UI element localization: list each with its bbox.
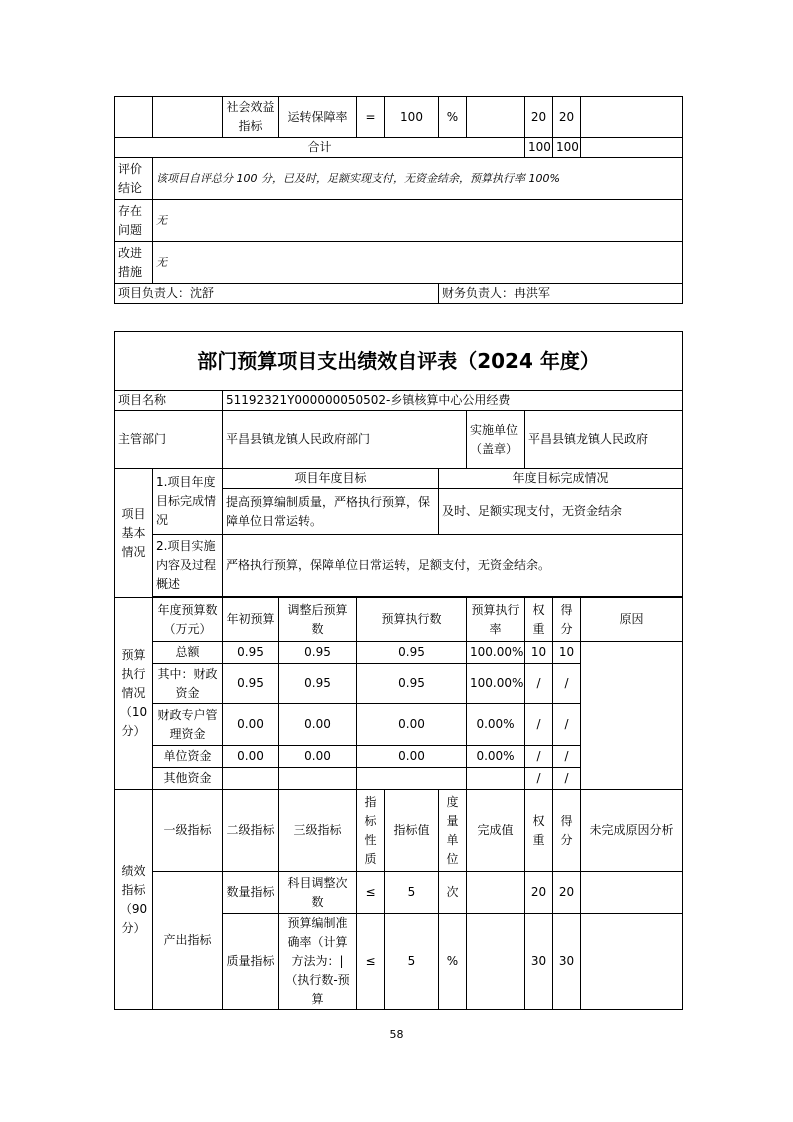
perf-h3: 三级指标	[279, 790, 357, 872]
project-name-row	[115, 391, 683, 411]
table-row: 单位资金 0.00 0.00 0.00 0.00% / /	[115, 746, 683, 768]
goal-header: 项目年度目标	[223, 469, 439, 489]
reason-cell	[581, 642, 683, 790]
total-row	[115, 138, 683, 158]
budget-h5: 预算执行率	[467, 598, 525, 642]
performance-form	[114, 331, 683, 1010]
unit-cell: %	[439, 97, 467, 138]
finance-leader: 财务负责人：冉洪军	[439, 284, 683, 304]
project-name-value: 51192321Y000000050502-乡镇核算中心公用经费	[223, 391, 683, 411]
total-weight: 100	[525, 138, 553, 158]
perf-h2: 二级指标	[223, 790, 279, 872]
goal-header-row	[115, 469, 683, 489]
goal-text: 提高预算编制质量，严格执行预算，保障单位日常运转。	[223, 489, 439, 535]
budget-h2: 年初预算	[223, 598, 279, 642]
perf-h8: 权重	[525, 790, 553, 872]
total-score: 100	[553, 138, 581, 158]
improve-label: 改进措施	[115, 242, 153, 284]
improve-row	[115, 242, 683, 284]
weight-cell: 20	[525, 97, 553, 138]
dept-value: 平昌县镇龙镇人民政府部门	[223, 411, 467, 469]
level1-cell: 产出指标	[153, 872, 223, 1010]
budget-h4: 预算执行数	[357, 598, 467, 642]
content-label: 2.项目实施内容及过程概述	[153, 535, 223, 597]
perf-h1: 一级指标	[153, 790, 223, 872]
form-title: 部门预算项目支出绩效自评表（2024 年度）	[115, 332, 683, 391]
budget-h1: 年度预算数（万元）	[153, 598, 223, 642]
total-label: 合计	[115, 138, 525, 158]
improve-text: 无	[153, 242, 683, 284]
signature-row	[115, 284, 683, 304]
table-row: 产出指标 数量指标 科目调整次数 ≤ 5 次 20 20	[115, 872, 683, 914]
dept-row	[115, 411, 683, 469]
level3-cell: 运转保障率	[279, 97, 357, 138]
level2-cell: 社会效益指标	[223, 97, 279, 138]
budget-h8: 原因	[581, 598, 683, 642]
actual-cell	[467, 97, 525, 138]
page-number: 58	[389, 1028, 404, 1041]
perf-h9: 得分	[553, 790, 581, 872]
budget-h3: 调整后预算数	[279, 598, 357, 642]
problem-row	[115, 200, 683, 242]
prev-table	[114, 96, 683, 304]
budget-h7: 得分	[553, 598, 581, 642]
score-cell: 20	[553, 97, 581, 138]
content-row	[115, 535, 683, 597]
problem-label: 存在问题	[115, 200, 153, 242]
project-name-label: 项目名称	[115, 391, 223, 411]
problem-text: 无	[153, 200, 683, 242]
eval-text: 该项目自评总分 100 分，已及时，足额实现支付，无资金结余，预算执行率 100%	[153, 158, 683, 200]
table-row: 其中：财政资金 0.95 0.95 0.95 100.00% / /	[115, 664, 683, 704]
op-cell: =	[357, 97, 385, 138]
goal-done-header: 年度目标完成情况	[439, 469, 683, 489]
goal-done-text: 及时、足额实现支付，无资金结余	[439, 489, 683, 535]
perf-h7: 完成值	[467, 790, 525, 872]
project-leader: 项目负责人：沈舒	[115, 284, 439, 304]
table-row: 总额 0.95 0.95 0.95 100.00% 10 10	[115, 642, 683, 664]
basic-label: 项目基本情况	[115, 469, 153, 598]
perf-h4: 指标性质	[357, 790, 385, 872]
budget-header-row	[115, 598, 683, 642]
impl-value: 平昌县镇龙镇人民政府	[525, 411, 683, 469]
dept-label: 主管部门	[115, 411, 223, 469]
perf-h10: 未完成原因分析	[581, 790, 683, 872]
perf-h5: 指标值	[385, 790, 439, 872]
goal-label: 1.项目年度目标完成情况	[153, 469, 223, 535]
table-row: 其他资金 / /	[115, 768, 683, 790]
eval-row	[115, 158, 683, 200]
eval-label: 评价结论	[115, 158, 153, 200]
perf-header-row	[115, 790, 683, 872]
table-row: 质量指标 预算编制准确率（计算方法为：|（执行数-预算 ≤ 5 % 30 30	[115, 914, 683, 1010]
table-row	[115, 97, 683, 138]
target-cell: 100	[385, 97, 439, 138]
content-text: 严格执行预算，保障单位日常运转，足额支付，无资金结余。	[223, 535, 683, 597]
title-row	[115, 332, 683, 391]
impl-label: 实施单位（盖章）	[467, 411, 525, 469]
table-row: 财政专户管理资金 0.00 0.00 0.00 0.00% / /	[115, 704, 683, 746]
budget-section-label: 预算执行情况（10分）	[115, 598, 153, 790]
budget-h6: 权重	[525, 598, 553, 642]
perf-h6: 度量单位	[439, 790, 467, 872]
perf-section-label: 绩效指标（90分）	[115, 790, 153, 1010]
